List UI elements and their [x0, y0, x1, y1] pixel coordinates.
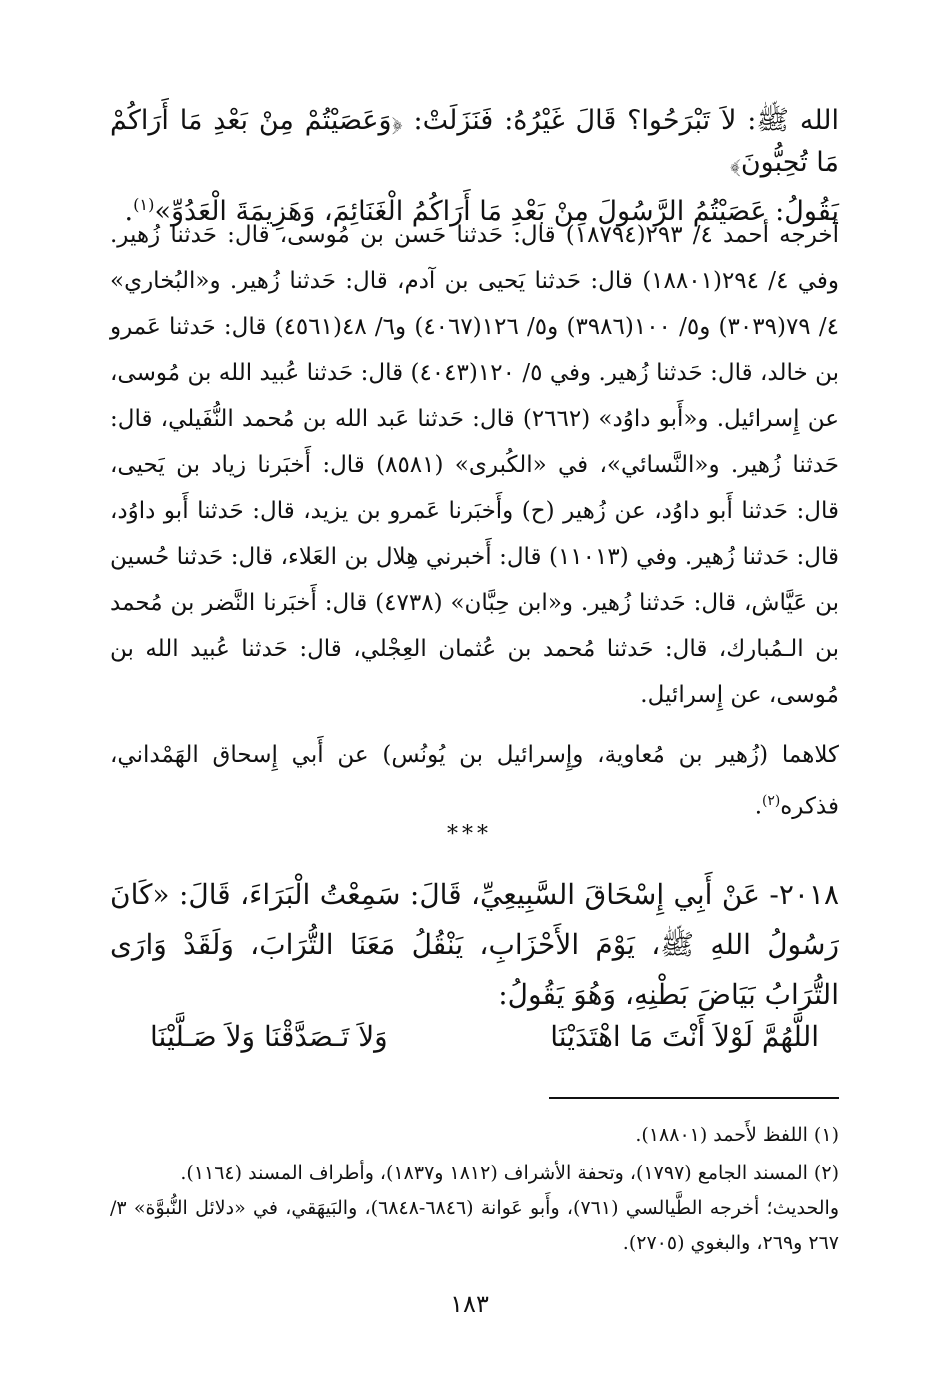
isnad-summary-line: كلاهما (زُهير بن مُعاوية، وإِسرائيل بن يُونُس) عن أَبي إِسحاق الهَمْداني، فذكره$^{(٢)}$.	[110, 742, 839, 820]
page-number: ١٨٣	[450, 1290, 489, 1318]
footnote-separator	[549, 1097, 839, 1099]
verse-first-hemistich: اللَّهُمَّ لَوْلاَ أَنْتَ مَا اهْتَدَيْنَا	[550, 1020, 819, 1053]
hadith-line-2: يَقُولُ: عَصَيْتُمُ الرَّسُولَ مِنْ بَعْدِ مَا أَرَاكُمُ الْغَنَائِمَ، وَهَزِيمَةَ الْعَدُوِّ»$^{(١)}$.	[124, 195, 839, 227]
takhrij-text: أخرجه أحمد ٤/ ٢٩٣(١٨٧٩٤) قال: حَدثنا حَسن بن مُوسى، قال: حَدثنا زُهير. وفي ٤/ ٢٩٤(١٨٨٠١) قال: حَدثنا يَحيى بن آدم، قال: حَدثنا زُهير. و«البُخاري» ٤/ ٧٩(٣٠٣٩) و٥/ ١٠٠(٣٩٨٦) و٥/ ١٢٦(٤٠٦٧) و٦/ ٤٨(٤٥٦١) قال: حَدثنا عَمرو بن خالد، قال: حَدثنا زُهير. وفي ٥/ ١٢٠(٤٠٤٣) قال: حَدثنا عُبيد الله بن مُوسى، عن إِسرائيل. و«أَبو داوُد» (٢٦٦٢) قال: حَدثنا عَبد الله بن مُحمد النُّفَيلي، قال: حَدثنا زُهير. و«النَّسائي»، في «الكُبرى» (٨٥٨١) قال: أَخبَرنا زياد بن يَحيى، قال: حَدثنا أَبو داوُد، عن زُهير (ح) وأَخبَرنا عَمرو بن يزيد، قال: حَدثنا أَبو داوُد، قال: حَدثنا زُهير. وفي (١١٠١٣) قال: أَخبرني هِلال بن العَلاء، قال: حَدثنا حُسين بن عَيَّاش، قال: حَدثنا زُهير. و«ابن حِبَّان» (٤٧٣٨) قال: أَخبَرنا النَّضر بن مُحمد بن الـمُبارك، قال: حَدثنا مُحمد بن عُثمان العِجْلي، قال: حَدثنا عُبيد الله بن مُوسى، عن إِسرائيل.	[110, 222, 840, 708]
isnad-summary-text: كلاهما (زُهير بن مُعاوية، وإِسرائيل بن يُونُس) عن أَبي إِسحاق الهَمْداني، فذكره	[110, 742, 839, 820]
footnote-1	[110, 1118, 839, 1153]
footnote-ref-2[interactable]: (٢)	[762, 793, 781, 809]
section-divider-stars: ***	[447, 822, 492, 847]
isnad-summary	[110, 732, 839, 830]
poetry-verse	[150, 1020, 819, 1053]
hadith-line-1: الله ﷺ: لاَ تَبْرَحُوا؟ قَالَ غَيْرُهُ: فَنَزَلَتْ: ﴿وَعَصَيْتُمْ مِنْ بَعْدِ مَا أَرَاكُمْ مَا تُحِبُّونَ﴾	[110, 105, 839, 178]
takhrij-paragraph	[110, 212, 839, 718]
verse-second-hemistich: وَلاَ تَـصَدَّقْنَا وَلاَ صَـلَّيْنَا	[150, 1020, 388, 1053]
footnote-2	[110, 1156, 839, 1261]
footnote-2-line-2: والحديث؛ أخرجه الطَّيالسي (٧٦١)، وأَبو عَوانة (٦٨٤٦-٦٨٤٨)، والبَيهَقي، في «دلائل النُّبوَّة» ٣/ ٢٦٧ و٢٦٩، والبغوي (٢٧٠٥).	[110, 1197, 839, 1254]
footnote-1-text: (١) اللفظ لأَحمد (١٨٨٠١).	[635, 1124, 839, 1146]
hadith-2018-text: ٢٠١٨- عَنْ أَبِي إِسْحَاقَ السَّبِيعِيِّ، قَالَ: سَمِعْتُ الْبَرَاءَ، قَالَ: «كَانَ رَسُولُ اللهِ ﷺ، يَوْمَ الأَحْزَابِ، يَنْقُلُ مَعَنَا التُّرَابَ، وَلَقَدْ وَارَى التُّرَابُ بَيَاضَ بَطْنِهِ، وَهُوَ يَقُولُ:	[110, 878, 839, 1011]
footnote-2-line-1: (٢) المسند الجامع (١٧٩٧)، وتحفة الأشراف (١٨١٢ و١٨٣٧)، وأطراف المسند (١١٦٤).	[180, 1162, 839, 1184]
hadith-line-2-text: يَقُولُ: عَصَيْتُمُ الرَّسُولَ مِنْ بَعْدِ مَا أَرَاكُمُ الْغَنَائِمَ، وَهَزِيمَةَ الْعَدُوِّ»	[154, 196, 839, 227]
hadith-2018	[110, 870, 839, 1020]
footnote-ref-1[interactable]: (١)	[133, 195, 155, 214]
